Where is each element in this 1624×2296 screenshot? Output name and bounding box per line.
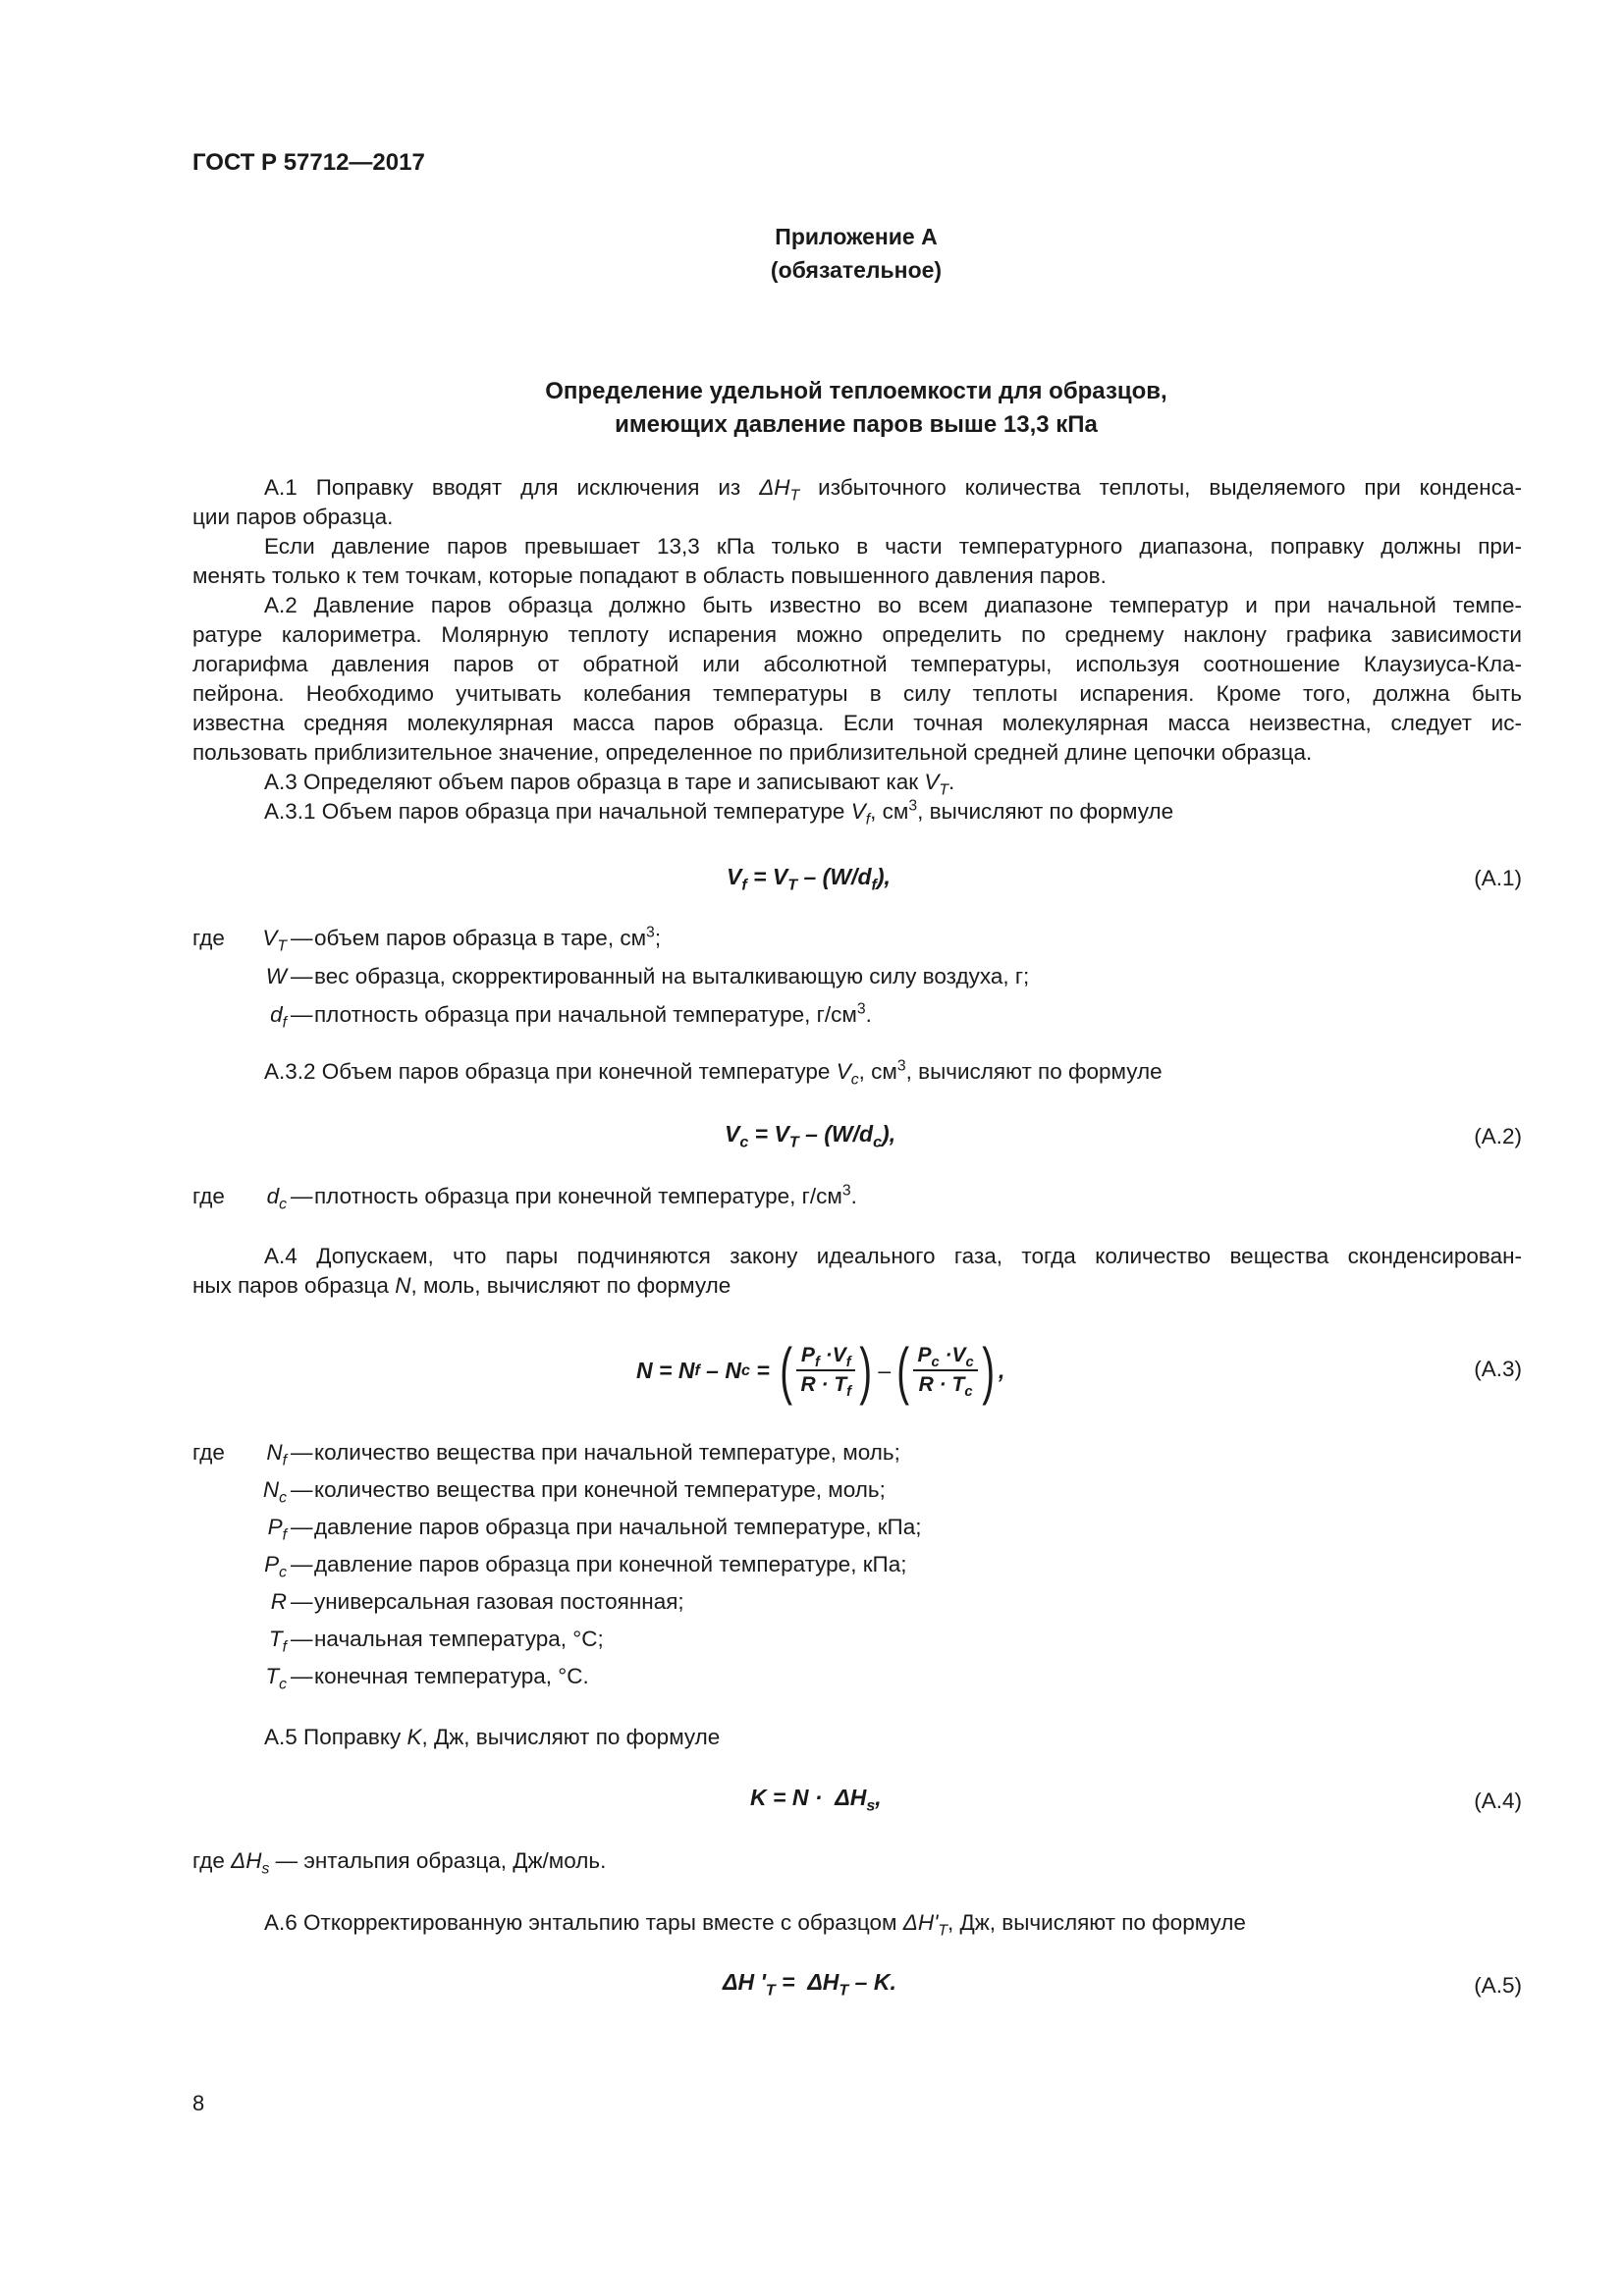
formula-part: ΔH ' (723, 1969, 766, 1995)
symbol: d (266, 1184, 280, 1208)
formula-sub: f (845, 1355, 851, 1371)
where-dash: — (291, 1552, 313, 1576)
text-run: А.6 Откорректированную энтальпию тары вместе с образцом (264, 1910, 897, 1935)
paragraph-line: пейрона. Необходимо учитывать колебания температуры в силу теплоты испарения. Кроме того, должна быть (192, 681, 1522, 706)
where-desc: — энтальпия образца, Дж/моль. (275, 1848, 607, 1873)
symbol: ΔH (759, 475, 790, 500)
subscript: f (282, 1452, 287, 1469)
paragraph-line (192, 473, 1522, 503)
where-item (0, 1477, 1624, 1507)
where-word: где (192, 1440, 225, 1465)
formula-part: K = N · ΔH (750, 1785, 867, 1810)
formula-sub: T (765, 1981, 776, 2000)
paragraph-line: известна средняя молекулярная масса паров образца. Если точная молекулярная масса неизвестна, следует ис- (192, 711, 1522, 735)
paragraph-line (192, 1057, 1522, 1087)
text-run: , Дж, вычисляют по формуле (421, 1725, 721, 1749)
paragraph-line: менять только к тем точкам, которые попадают в область повышенного давления паров. (192, 563, 1107, 588)
formula-sub: T (788, 1133, 799, 1151)
symbol: d (270, 1002, 283, 1027)
symbol: V (836, 1059, 851, 1084)
formula-part: = (749, 1357, 777, 1383)
formula-sub: c (964, 1384, 973, 1401)
formula-part: R (800, 1373, 816, 1396)
fraction-numerator (913, 1344, 977, 1371)
right-paren: ) (859, 1335, 873, 1406)
subscript: c (850, 1071, 859, 1089)
text-run: А.5 Поправку (264, 1725, 402, 1749)
formula-part: V (774, 1121, 789, 1147)
subscript: f (282, 1014, 287, 1032)
formula-a3: N = N f – N c = ( $\frac{P_f \cdot V_f}{R \cdot T_f}$ ) – ( $\frac{P_c \cdot V_c}{R \cdot T_c}$ ) , (636, 1335, 1005, 1406)
formula-sub: c (931, 1355, 940, 1371)
paragraph-line: Если давление паров превышает 13,3 кПа только в части температурного диапазона, поправку должны при- (264, 534, 1522, 559)
where-desc: вес образца, скорректированный на выталкивающую силу воздуха, г; (314, 964, 1030, 988)
subscript: T (939, 781, 949, 799)
paragraph-line: А.4 Допускаем, что пары подчиняются закону идеального газа, тогда количество вещества сконденсирован- (264, 1244, 1522, 1268)
where-item (0, 1627, 1624, 1656)
paragraph-a6 (192, 1908, 1522, 1938)
paragraph-a1 (192, 473, 1522, 827)
where-dash: — (291, 964, 313, 988)
symbol: V (262, 926, 278, 950)
subscript: c (279, 1489, 287, 1507)
where-dash: — (291, 1589, 313, 1614)
superscript: 3 (908, 797, 918, 815)
where-desc: начальная температура, °C; (314, 1627, 604, 1651)
paragraph-line (192, 797, 1522, 827)
fraction-1 (796, 1344, 855, 1401)
where-symbol (262, 926, 287, 955)
fraction-denominator (796, 1371, 855, 1401)
text-run: избыточного количества теплоты, выделяемого при конденса- (818, 475, 1522, 500)
text-run: . (865, 1002, 872, 1027)
formula-part: ), (882, 1121, 896, 1147)
where-symbol (266, 1440, 287, 1469)
where-desc (314, 1184, 857, 1209)
formula-sub: c (873, 1133, 883, 1151)
symbol: N (262, 1477, 280, 1502)
formula-part: T (951, 1373, 965, 1396)
where-item (192, 1848, 607, 1878)
formula-sub: f (871, 876, 877, 894)
where-dash: — (291, 1440, 313, 1465)
text-run: , вычисляют по формуле (917, 799, 1174, 824)
paragraph-line: А.2 Давление паров образца должно быть известно во всем диапазоне температур и при начальной темпе- (264, 593, 1522, 617)
superscript: 3 (646, 924, 655, 941)
text-run: объем паров образца в таре, см (314, 926, 647, 950)
fraction-2 (913, 1344, 977, 1401)
where-symbol (265, 1664, 287, 1693)
formula-part: N = N (636, 1357, 695, 1383)
appendix-title (0, 375, 1624, 442)
formula-part: V (727, 864, 742, 889)
symbol: P (267, 1515, 283, 1539)
formula-part: ), (876, 864, 891, 889)
formula-sub: T (839, 1981, 849, 2000)
where-desc: универсальная газовая постоянная; (314, 1589, 684, 1614)
formula-part: R (918, 1373, 934, 1396)
symbol: K (406, 1725, 422, 1749)
where-dash: — (291, 1664, 313, 1688)
where-symbol (267, 1515, 287, 1544)
paragraph-a5 (192, 1723, 1522, 1752)
where-item (0, 1440, 1624, 1469)
symbol: W (265, 964, 287, 988)
superscript: 3 (856, 1000, 866, 1018)
symbol: N (395, 1273, 411, 1298)
superscript: 3 (841, 1182, 851, 1200)
text-run: , моль, вычисляют по формуле (410, 1273, 731, 1298)
formula-sub: s (866, 1796, 876, 1815)
symbol: P (264, 1552, 280, 1576)
paragraph-line: логарифма давления паров от обратной или абсолютной температуры, используя соотношение Клаузиуса-Кла- (192, 652, 1522, 676)
formula-sub: c (739, 1133, 749, 1151)
paragraph-a32 (192, 1057, 1522, 1087)
formula-part: · (821, 1373, 829, 1396)
where-word: где (192, 1848, 225, 1873)
symbol: T (265, 1664, 280, 1688)
where-symbol (266, 1184, 287, 1213)
where-word: где (192, 1184, 225, 1208)
formula-part: – (878, 1357, 892, 1383)
where-dash: — (291, 1627, 313, 1651)
where-item (0, 1552, 1624, 1581)
formula-part: – N (699, 1357, 741, 1383)
where-item (0, 1184, 1624, 1213)
where-symbol (270, 1002, 287, 1032)
subscript: f (282, 1638, 287, 1656)
formula-a4 (750, 1785, 882, 1815)
formula-part: · (945, 1344, 952, 1366)
subscript: T (789, 487, 800, 505)
text-run: ; (654, 926, 662, 950)
formula-part: , (999, 1357, 1005, 1383)
paragraph-line: пользовать приблизительное значение, определенное по приблизительной средней длине цепочки образца. (192, 740, 1313, 765)
subscript: f (865, 811, 871, 828)
text-run: А.3.1 Объем паров образца при начальной температуре (264, 799, 845, 824)
right-paren: ) (981, 1335, 995, 1406)
subscript: c (279, 1564, 287, 1581)
formula-number-a2: (А.2) (1474, 1124, 1522, 1148)
formula-a1 (727, 864, 891, 894)
formula-part: = (748, 1121, 775, 1147)
where-desc: количество вещества при конечной температуре, моль; (314, 1477, 886, 1502)
formula-part: , (875, 1785, 882, 1810)
formula-part: P (917, 1344, 932, 1366)
text-run: ных паров образца (192, 1273, 389, 1298)
formula-part: – K. (848, 1969, 896, 1995)
paragraph-line: ратуре калориметра. Молярную теплоту испарения можно определить по среднему наклону графика зависимости (192, 622, 1522, 647)
where-symbol (262, 1477, 287, 1507)
formula-sub: f (741, 876, 747, 894)
title-line-2: имеющих давление паров выше 13,3 кПа (615, 411, 1098, 438)
paragraph-line: ции паров образца. (192, 505, 394, 529)
text-run: А.1 Поправку вводят для исключения из (264, 475, 741, 500)
appendix-label: Приложение А (775, 224, 938, 249)
formula-sub: c (965, 1355, 974, 1371)
title-line-1: Определение удельной теплоемкости для образцов, (545, 378, 1167, 404)
symbol: ΔH' (902, 1910, 939, 1935)
text-run: . (850, 1184, 857, 1208)
text-run: плотность образца при конечной температуре, г/см (314, 1184, 842, 1208)
symbol: ΔH (231, 1848, 262, 1873)
superscript: 3 (896, 1057, 906, 1075)
where-item (0, 1002, 1624, 1032)
where-item (0, 964, 1624, 993)
formula-part: = ΔH (775, 1969, 839, 1995)
text-run: , вычисляют по формуле (905, 1059, 1163, 1084)
formula-number-a5: (А.5) (1474, 1973, 1522, 1998)
where-item (0, 926, 1624, 955)
formula-part: – (W/d (798, 1121, 874, 1147)
where-dash: — (291, 1515, 313, 1539)
where-item (0, 1664, 1624, 1693)
where-item (0, 1589, 1624, 1619)
symbol: R (270, 1589, 287, 1614)
formula-part: T (834, 1373, 847, 1396)
formula-part: V (951, 1344, 966, 1366)
where-desc: давление паров образца при конечной температуре, кПа; (314, 1552, 907, 1576)
formula-sub: f (846, 1384, 852, 1401)
formula-part: = (746, 864, 773, 889)
subscript: c (279, 1196, 287, 1213)
text-run: . (948, 770, 955, 794)
where-desc: давление паров образца при начальной температуре, кПа; (314, 1515, 922, 1539)
where-word: где (192, 926, 225, 950)
formula-part: V (725, 1121, 740, 1147)
symbol: N (266, 1440, 283, 1465)
document-code: ГОСТ Р 57712—2017 (192, 149, 425, 176)
subscript: c (279, 1676, 287, 1693)
formula-a2 (725, 1121, 896, 1151)
fraction-denominator (913, 1371, 977, 1401)
text-run: , см (858, 1059, 897, 1084)
symbol: T (268, 1627, 283, 1651)
where-dash: — (291, 926, 313, 950)
formula-part: – (W/d (797, 864, 872, 889)
left-paren: ( (780, 1335, 793, 1406)
formula-number-a1: (А.1) (1474, 866, 1522, 890)
symbol: V (850, 799, 866, 824)
paragraph-line (192, 768, 1522, 797)
symbol: V (924, 770, 940, 794)
formula-sub: f (814, 1355, 820, 1371)
where-symbol (264, 1552, 287, 1581)
appendix-status: (обязательное) (770, 257, 943, 283)
formula-number-a4: (А.4) (1474, 1789, 1522, 1813)
where-dash: — (291, 1184, 313, 1208)
where-dash: — (291, 1002, 313, 1027)
formula-sub: T (787, 876, 798, 894)
text-run: плотность образца при начальной температуре, г/см (314, 1002, 857, 1027)
paragraph-line (192, 1271, 1522, 1301)
subscript: s (261, 1860, 270, 1878)
text-run: , Дж, вычисляют по формуле (947, 1910, 1246, 1935)
formula-part: V (832, 1344, 846, 1366)
where-desc: количество вещества при начальной температуре, моль; (314, 1440, 900, 1465)
where-item (0, 1515, 1624, 1544)
where-symbol (268, 1627, 287, 1656)
where-desc (314, 926, 661, 951)
where-desc: конечная температура, °C. (314, 1664, 589, 1688)
subscript: T (938, 1922, 948, 1940)
paragraph-a4 (192, 1242, 1522, 1301)
text-run: , см (870, 799, 909, 824)
where-symbol (266, 964, 287, 989)
paragraph-line (192, 1723, 1522, 1752)
where-dash: — (291, 1477, 313, 1502)
formula-part: · (939, 1373, 947, 1396)
where-symbol (271, 1589, 287, 1615)
formula-part: · (825, 1344, 833, 1366)
formula-part: V (772, 864, 788, 889)
subscript: T (277, 937, 287, 955)
subscript: f (282, 1526, 287, 1544)
formula-a5 (723, 1969, 896, 2000)
formula-part: P (800, 1344, 815, 1366)
left-paren: ( (896, 1335, 910, 1406)
page-number: 8 (192, 2091, 205, 2115)
text-run: А.3 Определяют объем паров образца в таре и записывают как (264, 770, 919, 794)
formula-number-a3: (А.3) (1474, 1357, 1522, 1381)
fraction-numerator (796, 1344, 855, 1371)
where-desc (314, 1002, 872, 1028)
paragraph-line (192, 1908, 1522, 1938)
text-run: А.3.2 Объем паров образца при конечной температуре (264, 1059, 831, 1084)
